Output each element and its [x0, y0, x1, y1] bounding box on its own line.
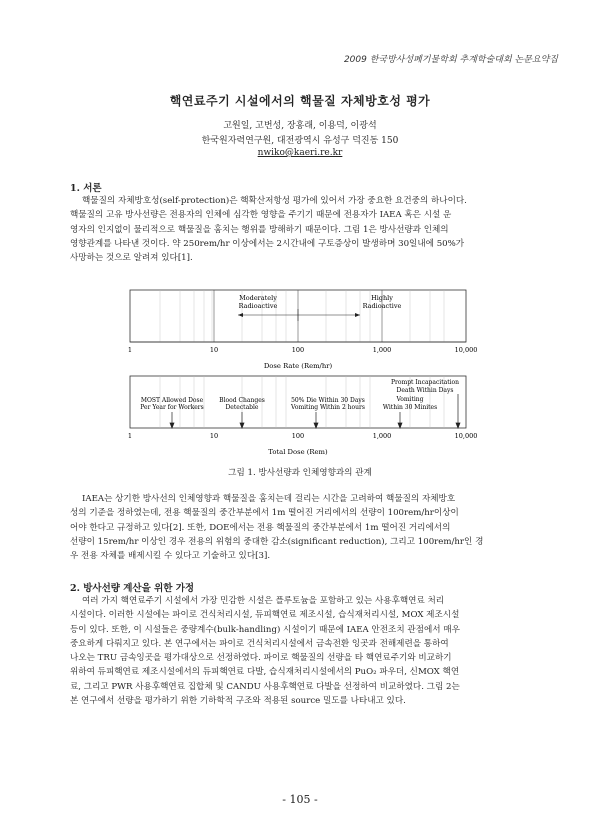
paper-title: 핵연료주기 시설에서의 핵물질 자체방호성 평가 — [169, 94, 431, 108]
tick-label: 10,000 — [454, 432, 478, 440]
text-line: 사망하는 것으로 알려져 있다[1]. — [70, 253, 193, 264]
label-blood-2: Detectable — [225, 404, 259, 411]
text-line: 핵물질의 고유 방사선량은 전용자의 인체에 심각한 영향을 주기기 때문에 전용자가 IAEA 혹은 시설 운 — [70, 210, 452, 221]
section1-heading: 1. 서론 — [70, 183, 102, 194]
text-line: IAEA는 상기한 방사선의 인체영향과 핵물질을 훔치는데 걸리는 시간을 고려하여 핵물질의 자체방호 — [82, 494, 456, 504]
top-axis — [128, 342, 477, 354]
top-grid — [160, 290, 444, 342]
section2-body — [70, 594, 540, 708]
label-highly-2: Radioactive — [362, 302, 402, 310]
text-line: 핵물질의 자체방호성(self-protection)은 핵확산저항성 평가에 있어서 가장 중요한 요건중의 하나이다. — [82, 196, 467, 206]
label-moderately-2: Radioactive — [238, 302, 278, 310]
top-axis-title: Dose Rate (Rem/hr) — [263, 362, 333, 370]
text-line: 중요하게 다뤄지고 있다. 본 연구에서는 파이로 건식처리시설에서 금속전환 잉곳과 전해제련을 통하여 — [70, 638, 449, 649]
text-line: 나오는 TRU 금속잉곳을 평가대상으로 선정하였다. 파이로 핵물질의 선량을 타 핵연료주기와 비교하기 — [70, 653, 452, 664]
label-most-allowed-2: Per Year for Workers — [140, 404, 204, 411]
label-moderately: Moderately — [239, 294, 277, 302]
para2-body — [70, 492, 540, 563]
tick-label: 100 — [291, 432, 305, 440]
tick-label: 1 — [127, 346, 133, 354]
text-line: 우 전용 자체를 배제시킬 수 있다고 기술하고 있다[3]. — [70, 551, 271, 562]
text-line: 여러 가지 핵연료주기 시설에서 가장 민감한 시설은 플루토늄을 포함하고 있는 사용후핵연료 처리 — [82, 596, 445, 606]
tick-label: 10 — [209, 346, 219, 354]
tick-label: 1,000 — [372, 346, 392, 354]
text-line: 료, 그리고 PWR 사용후핵연료 집합체 및 CANDU 사용후핵연료 다발을 선정하여 비교하였다. 그림 2는 — [70, 681, 460, 692]
bottom-axis — [128, 432, 477, 440]
text-line: 영자의 인지없이 물리적으로 핵물질을 훔치는 행위를 방해하기 때문이다. 그림 1은 방사선량과 인체의 — [70, 224, 449, 235]
section1-body — [70, 194, 540, 265]
text-line: 성의 기준을 정하였는데, 전용 핵물질의 중간부분에서 1m 떨어진 거리에서의 선량이 100rem/hr이상이 — [70, 508, 459, 519]
text-line: 본 연구에서 선량을 평가하기 위한 기하학적 구조와 적용된 source 밀도를 나타내고 있다. — [70, 696, 406, 707]
label-blood: Blood Changes — [219, 397, 265, 404]
tick-label: 10,000 — [454, 346, 478, 354]
text-line: 영향관계를 나타낸 것이다. 약 250rem/hr 이상에서는 2시간내에 구토증상이 발생하며 30일내에 50%가 — [70, 238, 465, 249]
tick-label: 1,000 — [372, 432, 392, 440]
label-fifty-2: Vomiting Within 2 hours — [291, 404, 365, 411]
authors: 고원일, 고번성, 장홍래, 이용덕, 이광석 — [223, 121, 377, 131]
figure-caption: 그림 1. 방사선량과 인체영향과의 관계 — [228, 468, 372, 478]
text-line: 시설이다. 이러한 시설에는 파이로 건식처리시설, 듀피핵연료 제조시설, 습식재처리시설, MOX 제조시설 — [70, 610, 460, 621]
label-prompt-2: Death Within Days — [396, 387, 454, 394]
label-prompt-3: Vomiting — [396, 396, 424, 403]
tick-label: 10 — [209, 432, 219, 440]
label-fifty: 50% Die Within 30 Days — [291, 397, 365, 404]
bottom-axis-title: Total Dose (Rem) — [268, 448, 328, 456]
tick-label: 100 — [291, 346, 305, 354]
text-line: 위하여 듀피핵연료 제조시설에서의 듀피핵연료 다발, 습식재처리시설에서의 PuO₂ 파우더, 신MOX 핵연 — [70, 667, 460, 678]
page-number: - 105 - — [282, 793, 318, 806]
affiliation: 한국원자력연구원, 대전광역시 유성구 덕진동 150 — [201, 136, 399, 146]
label-prompt: Prompt Incapacitation — [390, 379, 460, 386]
email-link[interactable]: nwiko@kaeri.re.kr — [257, 148, 343, 158]
text-line: 어야 한다고 규정하고 있다[2]. 또한, DOE에서는 전용 핵물질의 중간부분에서 1m 떨어진 거리에서의 — [70, 522, 451, 533]
label-prompt-4: Within 30 Minites — [382, 404, 438, 411]
text-line: 선량이 15rem/hr 이상인 경우 전용의 위험의 중대한 감소(significant reduction), 그리고 100rem/hr인 경 — [70, 536, 484, 547]
section2-heading: 2. 방사선량 계산을 위한 가정 — [70, 583, 195, 594]
label-most-allowed: MOST Allowed Dose — [140, 397, 204, 404]
text-line: 등이 있다. 또한, 이 시설들은 중량계수(bulk-handling) 시설이기 때문에 IAEA 안전조치 관점에서 매우 — [70, 624, 460, 635]
figure-1 — [120, 288, 480, 460]
tick-label: 1 — [127, 432, 133, 440]
label-highly: Highly — [371, 294, 393, 302]
running-header: 2009 한국방사성폐기물학회 추계학술대회 논문요약집 — [343, 55, 558, 65]
